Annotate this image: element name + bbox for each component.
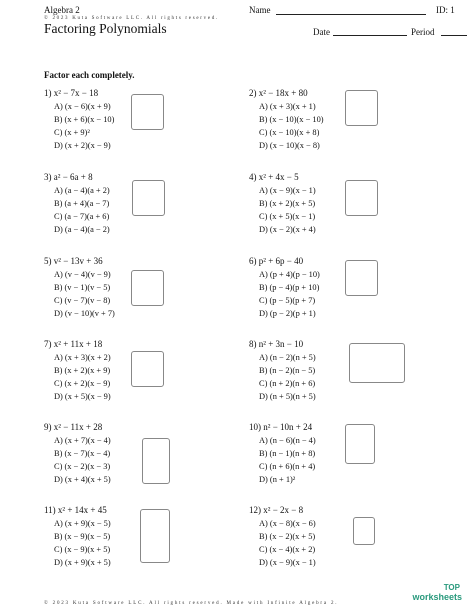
option-d[interactable]: D) (x − 9)(x − 1) <box>259 558 316 567</box>
option-d[interactable]: D) (x + 4)(x + 5) <box>54 475 111 484</box>
option-a[interactable]: A) (v − 4)(v − 9) <box>54 270 111 279</box>
option-d[interactable]: D) (v − 10)(v + 7) <box>54 309 115 318</box>
period-field-line[interactable] <box>441 35 467 36</box>
answer-box[interactable] <box>131 351 164 387</box>
option-c[interactable]: C) (v − 7)(v − 8) <box>54 296 111 305</box>
answer-box[interactable] <box>349 343 405 383</box>
problem-question: 9) x² − 11x + 28 <box>44 422 103 432</box>
option-c[interactable]: C) (x + 2)(x − 9) <box>54 379 111 388</box>
option-a[interactable]: A) (x + 3)(x + 1) <box>259 102 316 111</box>
option-b[interactable]: B) (x − 7)(x − 4) <box>54 449 111 458</box>
date-label: Date <box>313 27 330 37</box>
option-a[interactable]: A) (n − 6)(n − 4) <box>259 436 316 445</box>
problem-question: 6) p² + 6p − 40 <box>249 256 304 266</box>
name-field-line[interactable] <box>276 14 426 15</box>
problem-question: 2) x² − 18x + 80 <box>249 88 308 98</box>
option-c[interactable]: C) (x − 2)(x − 3) <box>54 462 111 471</box>
answer-box[interactable] <box>353 517 375 545</box>
option-c[interactable]: C) (n + 6)(n + 4) <box>259 462 316 471</box>
answer-box[interactable] <box>140 509 170 563</box>
answer-box[interactable] <box>345 90 378 126</box>
problem-question: 10) n² − 10n + 24 <box>249 422 313 432</box>
option-a[interactable]: A) (x − 6)(x + 9) <box>54 102 111 111</box>
problem-5 <box>44 256 244 336</box>
instructions: Factor each completely. <box>44 70 135 80</box>
problem-question: 1) x² − 7x − 18 <box>44 88 99 98</box>
option-d[interactable]: D) (x − 10)(x − 8) <box>259 141 320 150</box>
problem-question: 12) x² − 2x − 8 <box>249 505 304 515</box>
option-b[interactable]: B) (v − 1)(v − 5) <box>54 283 111 292</box>
option-d[interactable]: D) (p − 2)(p + 1) <box>259 309 316 318</box>
option-c[interactable]: C) (a − 7)(a + 6) <box>54 212 110 221</box>
problem-9 <box>44 422 244 502</box>
option-c[interactable]: C) (x + 9)² <box>54 128 90 137</box>
option-b[interactable]: B) (x − 9)(x − 5) <box>54 532 111 541</box>
option-c[interactable]: C) (n + 2)(n + 6) <box>259 379 316 388</box>
option-d[interactable]: D) (x + 5)(x − 9) <box>54 392 111 401</box>
problem-2 <box>249 88 449 168</box>
option-b[interactable]: B) (n − 1)(n + 8) <box>259 449 316 458</box>
problem-12 <box>249 505 449 585</box>
problem-11 <box>44 505 244 585</box>
option-a[interactable]: A) (n − 2)(n + 5) <box>259 353 316 362</box>
problem-question: 3) a² − 6a + 8 <box>44 172 93 182</box>
option-c[interactable]: C) (x + 5)(x − 1) <box>259 212 316 221</box>
answer-box[interactable] <box>131 94 164 130</box>
option-a[interactable]: A) (x + 9)(x − 5) <box>54 519 111 528</box>
period-label: Period <box>411 27 435 37</box>
option-d[interactable]: D) (n + 1)² <box>259 475 296 484</box>
top-worksheets-logo <box>410 581 466 609</box>
problem-4 <box>249 172 449 252</box>
option-c[interactable]: C) (x − 9)(x + 5) <box>54 545 111 554</box>
option-b[interactable]: B) (x + 2)(x + 5) <box>259 199 316 208</box>
option-a[interactable]: A) (x − 8)(x − 6) <box>259 519 316 528</box>
answer-box[interactable] <box>132 180 165 216</box>
option-a[interactable]: A) (x + 7)(x − 4) <box>54 436 111 445</box>
option-b[interactable]: B) (p − 4)(p + 10) <box>259 283 320 292</box>
option-c[interactable]: C) (x − 4)(x + 2) <box>259 545 316 554</box>
answer-box[interactable] <box>142 438 170 484</box>
option-d[interactable]: D) (x − 2)(x + 4) <box>259 225 316 234</box>
course-name: Algebra 2 <box>44 5 80 15</box>
option-a[interactable]: A) (x + 3)(x + 2) <box>54 353 111 362</box>
option-b[interactable]: B) (x − 10)(x − 10) <box>259 115 324 124</box>
header-copyright: © 2023 Kuta Software LLC. All rights reserved. <box>44 16 219 21</box>
option-a[interactable]: A) (a − 4)(a + 2) <box>54 186 110 195</box>
problem-question: 11) x² + 14x + 45 <box>44 505 107 515</box>
problem-8 <box>249 339 449 419</box>
problem-7 <box>44 339 244 419</box>
problem-6 <box>249 256 449 336</box>
problem-question: 4) x² + 4x − 5 <box>249 172 299 182</box>
problem-question: 8) n² + 3n − 10 <box>249 339 304 349</box>
option-c[interactable]: C) (p − 5)(p + 7) <box>259 296 316 305</box>
option-a[interactable]: A) (p + 4)(p − 10) <box>259 270 320 279</box>
option-d[interactable]: D) (n + 5)(n + 5) <box>259 392 316 401</box>
answer-box[interactable] <box>345 424 375 464</box>
problem-10 <box>249 422 449 502</box>
option-b[interactable]: B) (x + 6)(x − 10) <box>54 115 115 124</box>
worksheet-title: Factoring Polynomials <box>44 21 167 36</box>
problem-question: 7) x² + 11x + 18 <box>44 339 103 349</box>
option-b[interactable]: B) (n − 2)(n − 5) <box>259 366 316 375</box>
logo-line-1: TOP <box>443 583 460 592</box>
logo-line-2: worksheets <box>412 592 462 602</box>
option-b[interactable]: B) (x − 2)(x + 5) <box>259 532 316 541</box>
option-d[interactable]: D) (a − 4)(a − 2) <box>54 225 110 234</box>
problem-3 <box>44 172 244 252</box>
option-b[interactable]: B) (a + 4)(a − 7) <box>54 199 110 208</box>
name-label: Name <box>249 5 271 15</box>
answer-box[interactable] <box>345 260 378 296</box>
option-d[interactable]: D) (x + 2)(x − 9) <box>54 141 111 150</box>
option-a[interactable]: A) (x − 9)(x − 1) <box>259 186 316 195</box>
problem-question: 5) v² − 13v + 36 <box>44 256 103 266</box>
date-field-line[interactable] <box>333 35 407 36</box>
answer-box[interactable] <box>345 180 378 216</box>
problem-1 <box>44 88 244 168</box>
option-c[interactable]: C) (x − 10)(x + 8) <box>259 128 320 137</box>
option-b[interactable]: B) (x + 2)(x + 9) <box>54 366 111 375</box>
footer-copyright: © 2023 Kuta Software LLC. All rights reserved. Made with Infinite Algebra 2. <box>44 601 339 606</box>
option-d[interactable]: D) (x + 9)(x + 5) <box>54 558 111 567</box>
id-label: ID: 1 <box>436 5 455 15</box>
answer-box[interactable] <box>131 270 164 306</box>
